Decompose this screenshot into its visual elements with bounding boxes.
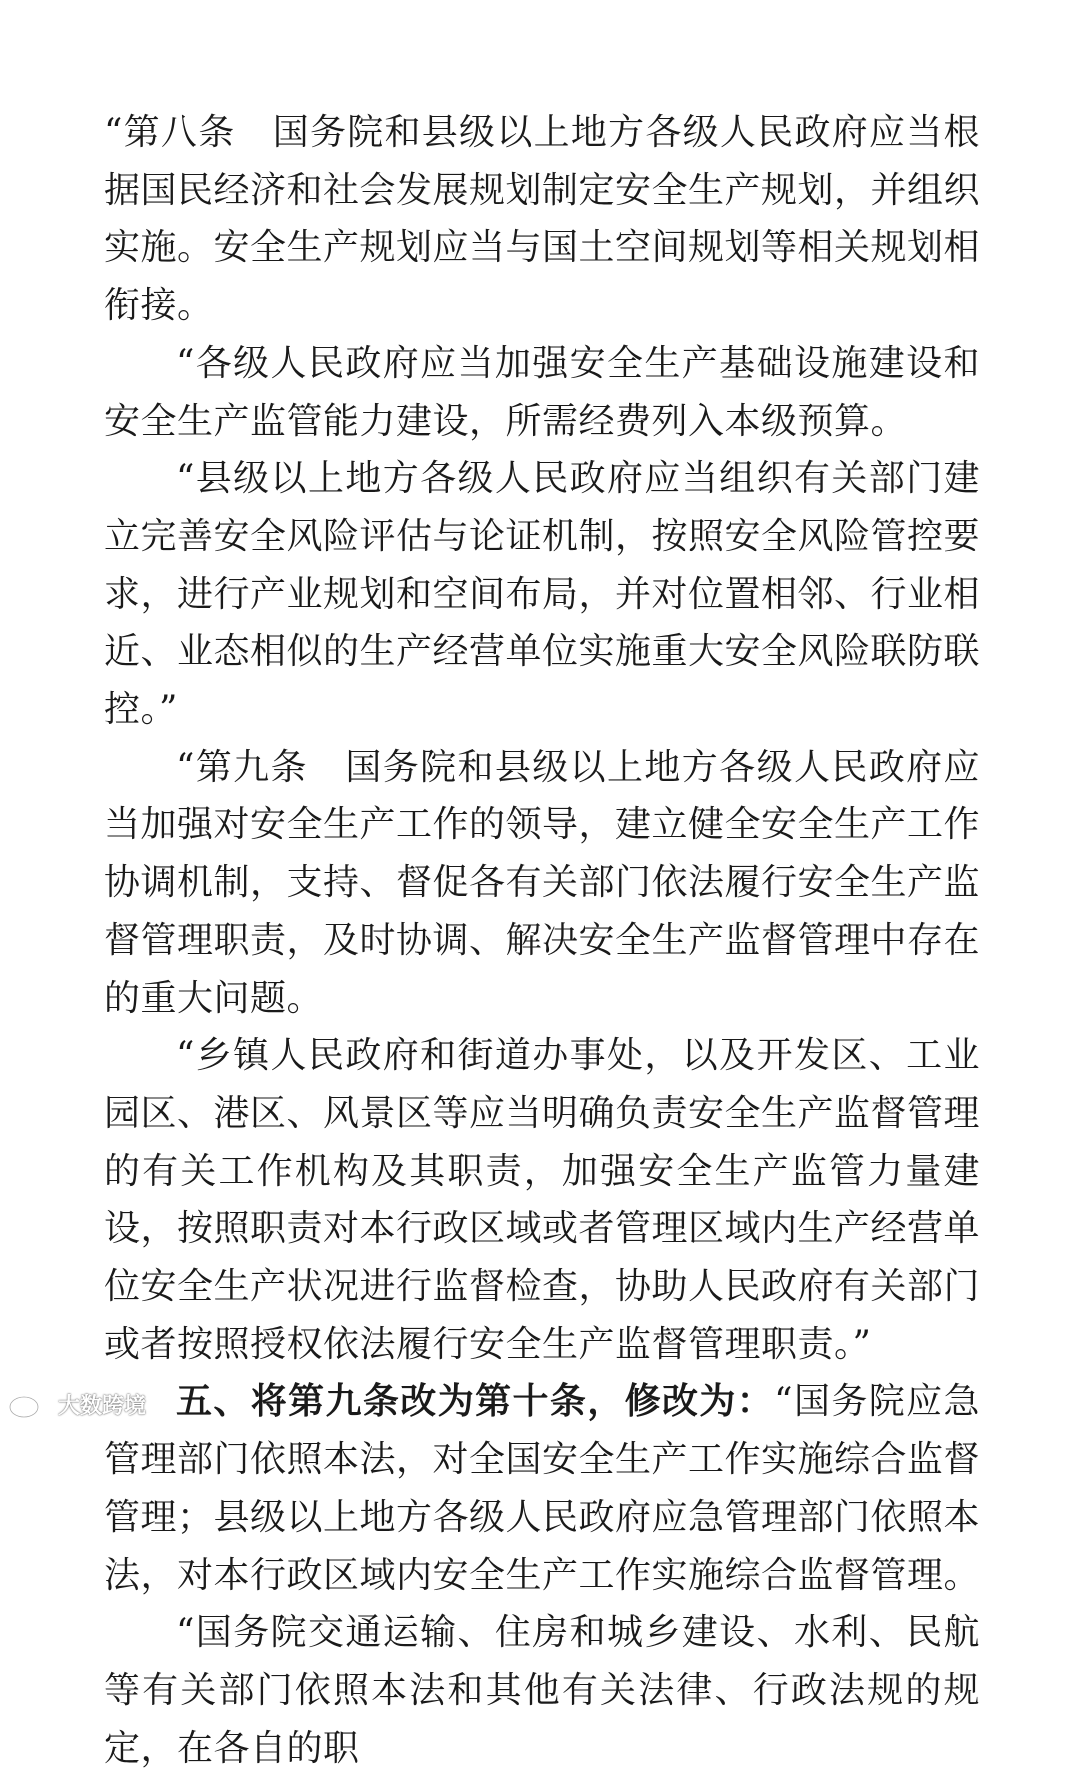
watermark — [6, 1384, 146, 1424]
paragraph-departments: “国务院交通运输、住房和城乡建设、水利、民航等有关部门依照本法和其他有关法律、行政法规的规定，在各自的职 — [104, 1612, 980, 1769]
paragraph-infrastructure-budget: “各级人民政府应当加强安全生产基础设施建设和安全生产监管能力建设，所需经费列入本级预算。 — [104, 342, 980, 442]
amendment-five-text: “国务院应急管理部门依照本法，对全国安全生产工作实施综合监督管理；县级以上地方各级人民政府应急管理部门依照本法，对本行政区域内安全生产工作实施综合监督管理。 — [104, 1381, 981, 1596]
document-body — [104, 104, 980, 1777]
amendment-five-lead: 五、将第九条改为第十条，修改为： — [176, 1380, 775, 1423]
paragraph-township-duties: “乡镇人民政府和街道办事处，以及开发区、工业园区、港区、风景区等应当明确负责安全生产监督管理的有关工作机构及其职责，加强安全生产监管力量建设，按照职责对本行政区域或者管理区域内生产经营单位安全生产状况进行监督检查，协助人民政府有关部门或者按照授权依法履行安全生产监督管理职责。” — [104, 1035, 981, 1365]
paragraph-amendment-five — [104, 1373, 980, 1604]
weibo-style-logo-icon — [6, 1389, 50, 1419]
paragraph-risk-assessment: “县级以上地方各级人民政府应当组织有关部门建立完善安全风险评估与论证机制，按照安全风险管控要求，进行产业规划和空间布局，并对位置相邻、行业相近、业态相似的生产经营单位实施重大安全风险联防联控。” — [104, 458, 981, 731]
paragraph-article-9: “第九条 国务院和县级以上地方各级人民政府应当加强对安全生产工作的领导，建立健全安全生产工作协调机制，支持、督促各有关部门依法履行安全生产监督管理职责，及时协调、解决安全生产监督管理中存在的重大问题。 — [104, 746, 981, 1019]
paragraph-article-8: “第八条 国务院和县级以上地方各级人民政府应当根据国民经济和社会发展规划制定安全生产规划，并组织实施。安全生产规划应当与国土空间规划等相关规划相衔接。 — [104, 112, 981, 327]
watermark-text: 大数跨境 — [58, 1392, 147, 1418]
